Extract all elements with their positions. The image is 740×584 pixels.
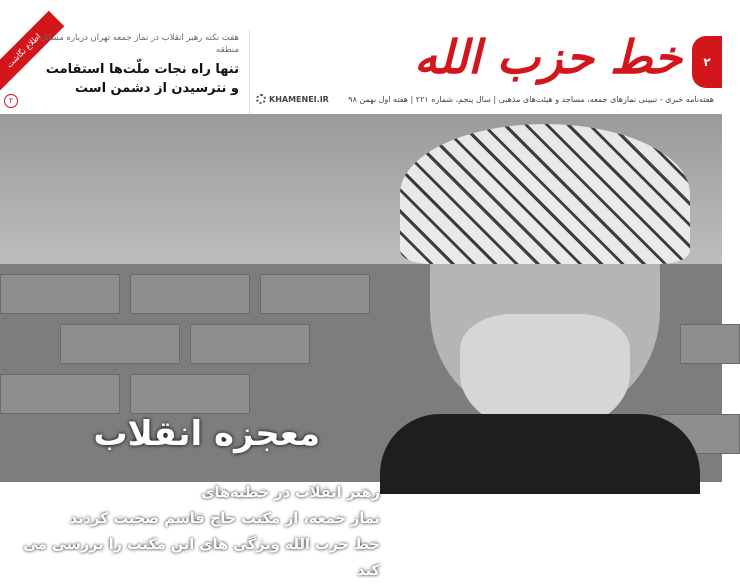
corner-ribbon: اطلاع نگاشت bbox=[0, 11, 64, 92]
site-name: KHAMENEI.IR bbox=[269, 94, 329, 104]
tagline: هفته‌نامه خبری - تبیینی نمازهای جمعه، مساجد و هیئت‌های مذهبی | سال پنجم، شماره ۲۲۱ | هفته اول بهمن ۹۸ bbox=[348, 95, 714, 104]
publication-logo: خط حزب الله bbox=[414, 30, 682, 84]
teaser-box[interactable] bbox=[0, 30, 250, 114]
gear-icon bbox=[256, 94, 266, 104]
keffiyeh bbox=[400, 124, 690, 264]
teaser-headline[interactable] bbox=[29, 60, 239, 98]
main-headline: معجزه انقلاب bbox=[93, 414, 320, 454]
page-reference-badge: ۲ bbox=[4, 94, 18, 108]
logo-area bbox=[252, 30, 722, 90]
teaser-headline-line1: تنها راه نجات ملّت‌ها استقامت bbox=[45, 62, 239, 77]
masthead bbox=[0, 0, 722, 114]
issue-badge: ۲ bbox=[692, 36, 722, 88]
hero-subtext-line1: رهبر انقلاب در خطبه‌های bbox=[201, 485, 380, 501]
hero-subtext-line2: نماز جمعه، از مکتب حاج قاسم صحبت کردند bbox=[69, 511, 380, 527]
hero-subtext-line3: خط حزب الله ویژگی های این مکتب را بررسی می کند bbox=[23, 537, 380, 579]
hero-image bbox=[0, 114, 722, 579]
teaser-kicker: هفت نکته رهبر انقلاب در نماز جمعه تهران درباره مسائل منطقه bbox=[40, 33, 239, 55]
teaser-headline-line2: و نترسیدن از دشمن است bbox=[75, 81, 239, 96]
portrait-photo bbox=[380, 114, 700, 482]
hero-subtext bbox=[20, 480, 380, 584]
